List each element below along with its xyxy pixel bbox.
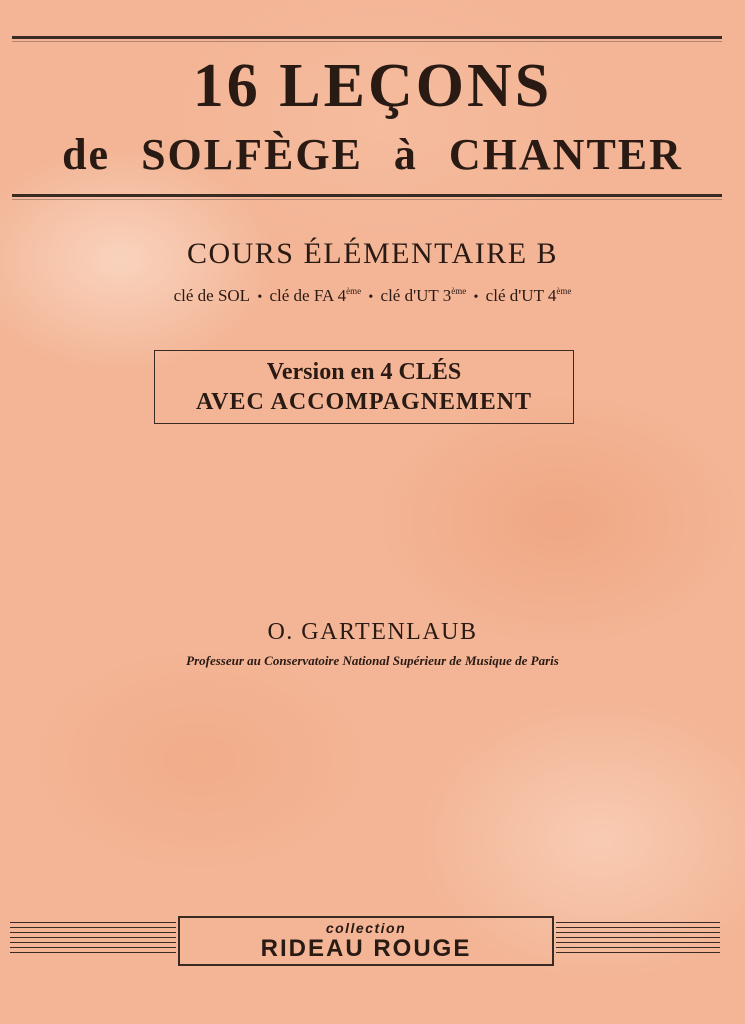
clef-item: clé d'UT 3ème bbox=[380, 286, 467, 305]
version-line-1: Version en 4 CLÉS bbox=[266, 359, 462, 385]
author-name: O. GARTENLAUB bbox=[267, 619, 478, 645]
clef-separator: • bbox=[473, 290, 479, 305]
clef-list bbox=[0, 278, 745, 311]
version-box bbox=[154, 350, 574, 424]
version-line-2: AVEC ACCOMPAGNEMENT bbox=[195, 389, 533, 415]
clef-separator: • bbox=[257, 290, 263, 305]
author-title: Professeur au Conservatoire National Supérieur de Musique de Paris bbox=[186, 653, 559, 668]
clef-separator: • bbox=[368, 290, 374, 305]
middle-rule bbox=[12, 194, 722, 197]
collection-label: collection bbox=[325, 920, 407, 936]
top-rule bbox=[12, 36, 722, 39]
clef-item: clé de SOL bbox=[173, 286, 251, 305]
collection-name: RIDEAU ROUGE bbox=[260, 935, 472, 962]
clef-item: clé d'UT 4ème bbox=[485, 286, 572, 305]
collection-lines-right bbox=[556, 922, 720, 956]
clef-item: clé de FA 4ème bbox=[269, 286, 362, 305]
collection-box bbox=[178, 916, 554, 966]
title-line-1: 16 LEÇONS bbox=[192, 52, 553, 120]
collection-lines-left bbox=[10, 922, 176, 956]
course-name: COURS ÉLÉMENTAIRE B bbox=[186, 237, 559, 270]
title-line-2: de SOLFÈGE à CHANTER bbox=[62, 130, 683, 179]
